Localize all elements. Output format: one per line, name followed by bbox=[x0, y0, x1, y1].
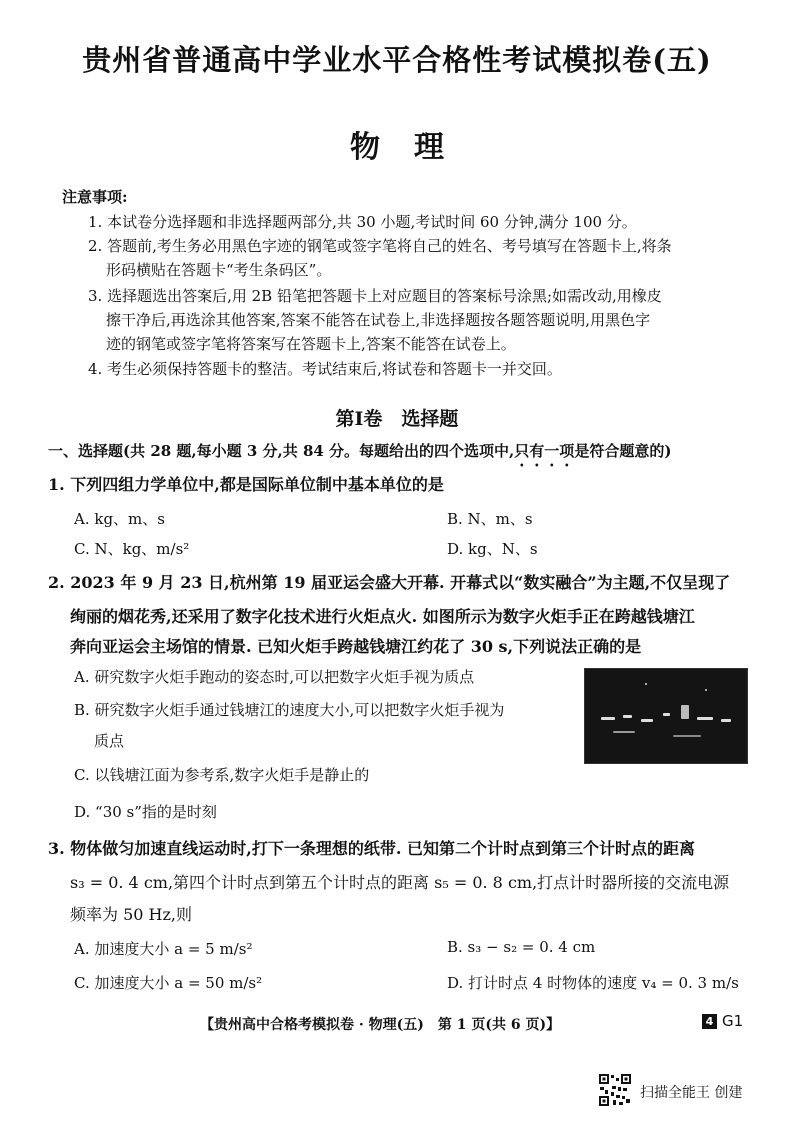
notice-line-3: 3. 选择题选出答案后,用 2B 铅笔把答题卡上对应题目的答案标号涂黑;如需改动,用橡皮 bbox=[88, 287, 662, 305]
exam-title: 贵州省普通高中学业水平合格性考试模拟卷(五) bbox=[82, 43, 712, 77]
notice-line-3-cont-a: 擦干净后,再选涂其他答案,答案不能答在试卷上,非选择题按各题答题说明,用黑色字 bbox=[106, 311, 651, 329]
q2-option-b-cont: 质点 bbox=[94, 732, 125, 750]
q3-option-a: A. 加速度大小 a = 5 m/s² bbox=[74, 940, 253, 958]
q2-option-a: A. 研究数字火炬手跑动的姿态时,可以把数字火炬手视为质点 bbox=[74, 668, 475, 686]
q3-stem-line-3: 频率为 50 Hz,则 bbox=[70, 905, 193, 924]
q2-stem-line-2: 绚丽的烟花秀,还采用了数字化技术进行火炬点火. 如图所示为数字火炬手正在跨越钱塘江 bbox=[70, 607, 695, 626]
scanner-watermark: 扫描全能王 创建 bbox=[640, 1085, 743, 1101]
q2-option-c: C. 以钱塘江面为参考系,数字火炬手是静止的 bbox=[74, 766, 370, 784]
q3-option-b: B. s₃ − s₂ = 0. 4 cm bbox=[447, 938, 596, 956]
instruction-emphasis: 只有一项 bbox=[514, 442, 575, 460]
q2-option-b: B. 研究数字火炬手通过钱塘江的速度大小,可以把数字火炬手视为 bbox=[74, 701, 505, 719]
torch-photo bbox=[584, 668, 748, 764]
q3-option-c: C. 加速度大小 a = 50 m/s² bbox=[74, 974, 263, 992]
section-instruction bbox=[48, 440, 671, 470]
notice-line-2: 2. 答题前,考生务必用黑色字迹的钢笔或签字笔将自己的姓名、考号填写在答题卡上,将条 bbox=[88, 237, 672, 255]
notice-line-4: 4. 考生必须保持答题卡的整洁。考试结束后,将试卷和答题卡一并交回。 bbox=[88, 360, 562, 378]
q1-option-c: C. N、kg、m/s² bbox=[74, 540, 190, 558]
footer-code: G1 bbox=[722, 1012, 744, 1030]
section-title: 第Ⅰ卷 选择题 bbox=[335, 408, 459, 430]
page-footer: 【贵州高中合格考模拟卷 · 物理(五) 第 1 页(共 6 页)】 bbox=[200, 1017, 561, 1033]
q1-option-a: A. kg、m、s bbox=[74, 510, 165, 528]
q2-option-d: D. “30 s”指的是时刻 bbox=[74, 803, 217, 821]
q1-option-b: B. N、m、s bbox=[447, 510, 533, 528]
q3-stem-line-2: s₃ = 0. 4 cm,第四个计时点到第五个计时点的距离 s₅ = 0. 8 cm,打点计时器所接的交流电源 bbox=[70, 873, 730, 892]
q3-option-d: D. 打计时点 4 时物体的速度 v₄ = 0. 3 m/s bbox=[447, 974, 739, 992]
instruction-pre: 一、选择题(共 28 题,每小题 3 分,共 84 分。每题给出的四个选项中, bbox=[48, 442, 515, 460]
subject-title: 物理 bbox=[350, 130, 478, 165]
qr-code-icon bbox=[598, 1073, 632, 1107]
footer-badge: 4 bbox=[702, 1014, 717, 1029]
notice-line-2-cont: 形码横贴在答题卡“考生条码区”。 bbox=[106, 261, 332, 279]
notice-heading: 注意事项: bbox=[62, 188, 128, 206]
q3-stem-line-1: 3. 物体做匀加速直线运动时,打下一条理想的纸带. 已知第二个计时点到第三个计时点的距离 bbox=[48, 839, 695, 858]
instruction-post: 是符合题意的) bbox=[574, 442, 672, 460]
q1-option-d: D. kg、N、s bbox=[447, 540, 538, 558]
q2-stem-line-1: 2. 2023 年 9 月 23 日,杭州第 19 届亚运会盛大开幕. 开幕式以“数实融合”为主题,不仅呈现了 bbox=[48, 573, 731, 592]
notice-line-3-cont-b: 迹的钢笔或签字笔将答案写在答题卡上,答案不能答在试卷上。 bbox=[106, 335, 516, 353]
q1-stem: 1. 下列四组力学单位中,都是国际单位制中基本单位的是 bbox=[48, 475, 444, 494]
notice-line-1: 1. 本试卷分选择题和非选择题两部分,共 30 小题,考试时间 60 分钟,满分 100 分。 bbox=[88, 213, 637, 231]
q2-stem-line-3: 奔向亚运会主场馆的情景. 已知火炬手跨越钱塘江约花了 30 s,下列说法正确的是 bbox=[70, 637, 642, 656]
